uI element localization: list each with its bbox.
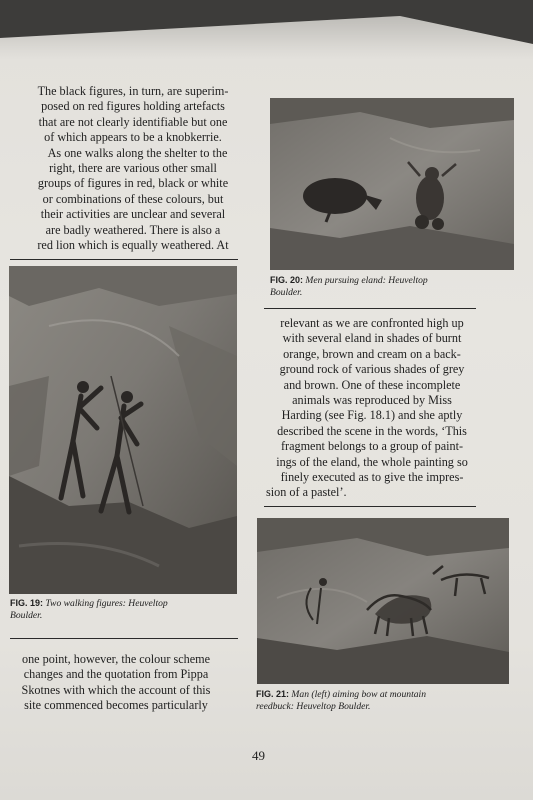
text-line: with several eland in shades of burnt (282, 331, 462, 346)
text-line: changes and the quotation from Pippa (23, 667, 209, 682)
text-line: animals was reproduced by Miss (292, 393, 452, 408)
fig21-caption-line1: Man (left) aiming bow at mountain (291, 689, 426, 700)
fig20-caption (270, 275, 514, 298)
text-line: Skotnes with which the account of this (21, 682, 211, 697)
text-line: site commenced becomes particularly (24, 698, 208, 713)
fig19-caption (10, 598, 238, 621)
page-top-shadow (0, 0, 533, 60)
page-number: 49 (252, 748, 265, 763)
text-line: The black figures, in turn, are superim- (37, 84, 229, 98)
fig19-caption-line2: Boulder. (10, 609, 43, 621)
fig20-caption-line1: Men pursuing eland: Heuveltop (305, 275, 428, 286)
text-line: sion of a pastel’. (266, 485, 347, 500)
left-column-bottom-text (8, 652, 224, 714)
text-line: finely executed as to give the impres- (280, 470, 464, 485)
text-line: fragment belongs to a group of paint- (280, 439, 464, 454)
right-column-text (266, 316, 478, 501)
divider-rule (264, 308, 476, 309)
text-line: one point, however, the colour scheme (21, 652, 211, 666)
text-line: Harding (see Fig. 18.1) and she aptly (281, 408, 463, 423)
text-line: posed on red figures holding artefacts (41, 99, 225, 114)
text-line: are badly weathered. There is also a (45, 222, 221, 237)
text-line: right, there are various other small (49, 161, 217, 176)
text-line: orange, brown and cream on a back- (283, 346, 461, 361)
text-line: and brown. One of these incomplete (283, 377, 461, 392)
fig20-photo (270, 98, 514, 270)
fig20-caption-line2: Boulder. (270, 286, 303, 298)
fig21-label: FIG. 21: (256, 689, 290, 699)
text-line: that are not clearly identifiable but one (38, 114, 228, 129)
fig21-photo (257, 518, 509, 684)
fig20-label: FIG. 20: (270, 275, 304, 285)
fig19-caption-line1: Two walking figures: Heuveltop (45, 598, 168, 609)
text-line: As one walks along the shelter to the (47, 145, 228, 160)
text-line: described the scene in the words, ‘This (277, 423, 467, 438)
text-line: groups of figures in red, black or white (37, 176, 229, 191)
text-line: ings of the eland, the whole painting so (276, 454, 468, 469)
fig19-rock-art-image (9, 266, 237, 594)
text-line: ground rock of various shades of grey (279, 362, 465, 377)
text-line: relevant as we are confronted high up (280, 316, 464, 330)
divider-rule (264, 506, 476, 507)
text-line: or combinations of these colours, but (42, 191, 224, 206)
divider-rule (10, 259, 238, 260)
fig19-photo (9, 266, 237, 594)
text-line: of which appears to be a knobkerrie. (44, 130, 222, 145)
fig21-rock-art-image (257, 518, 509, 684)
text-line: their activities are unclear and several (40, 207, 226, 222)
fig21-caption (256, 689, 512, 712)
left-column-top-text (26, 84, 240, 253)
text-line: red lion which is equally weathered. At (37, 238, 229, 253)
divider-rule (10, 638, 238, 639)
fig19-label: FIG. 19: (10, 598, 44, 608)
fig20-rock-art-image (270, 98, 514, 270)
fig21-caption-line2: reedbuck: Heuveltop Boulder. (256, 700, 371, 712)
